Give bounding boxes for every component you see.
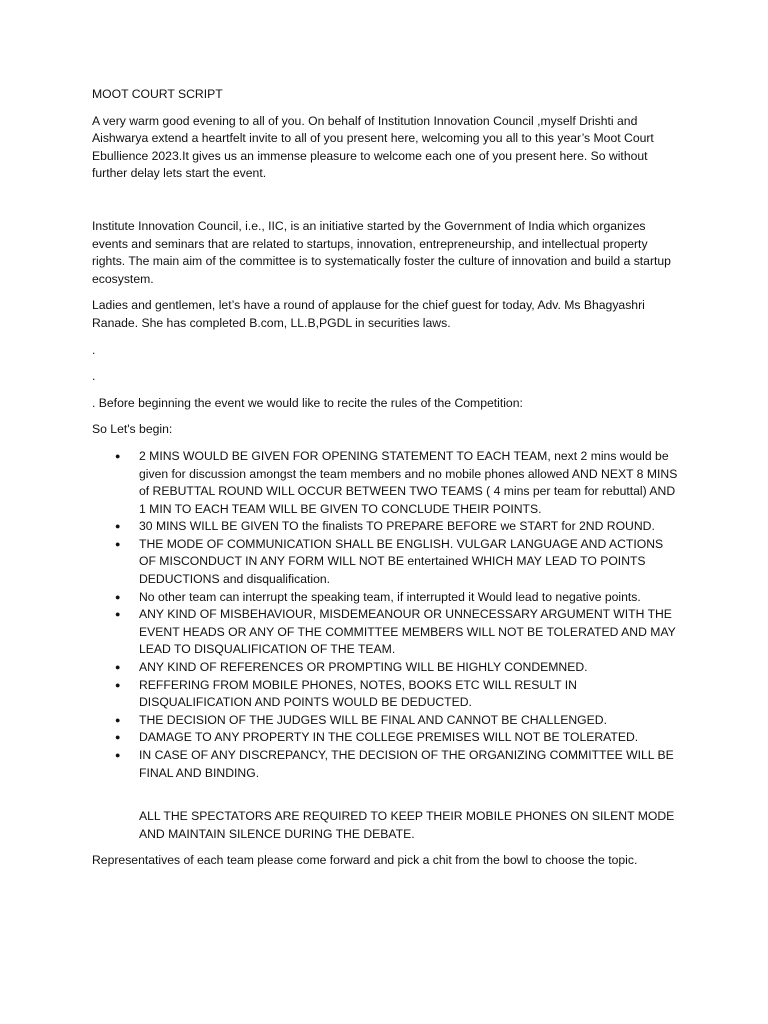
bullet-icon: ● (115, 450, 121, 461)
intro-paragraph: A very warm good evening to all of you. On behalf of Institution Innovation Council ,myself Drishti and Aishwarya extend a heartfelt invite to all of you present here, welcoming you all to this year’s Moot Court Ebullience 2023.It gives us an immense pleasure to welcome each one of you present here. So without further delay lets start the event. (92, 113, 654, 181)
list-item (115, 536, 682, 589)
bullet-icon: ● (115, 662, 121, 673)
rule-text: THE DECISION OF THE JUDGES WILL BE FINAL AND CANNOT BE CHALLENGED. (139, 712, 607, 727)
document-title: MOOT COURT SCRIPT (92, 87, 223, 101)
list-item (115, 729, 682, 747)
rule-text: 2 MINS WOULD BE GIVEN FOR OPENING STATEMENT TO EACH TEAM, next 2 mins would be given for discussion amongst the team members and no mobile phones allowed AND NEXT 8 MINS of REBUTTAL ROUND WILL OCCUR BETWEEN TWO TEAMS ( 4 mins per team for rebuttal) AND 1 MIN TO EACH TEAM WILL BE GIVEN TO CONCLUDE THEIR POINTS. (139, 448, 678, 516)
dot-line-1: . (92, 342, 96, 357)
chief-guest-paragraph: Ladies and gentlemen, let’s have a round of applause for the chief guest for today, Adv. Ms Bhagyashri Ranade. She has completed B.com, LL.B,PGDL in securities laws. (92, 298, 645, 330)
list-item (115, 659, 682, 677)
bullet-icon: ● (115, 591, 121, 602)
rule-text: DAMAGE TO ANY PROPERTY IN THE COLLEGE PREMISES WILL NOT BE TOLERATED. (139, 730, 639, 745)
iic-paragraph: Institute Innovation Council, i.e., IIC, is an initiative started by the Government of India which organizes events and seminars that are related to startups, innovation, entrepreneurship, and intellectual property rights. The main aim of the committee is to systematically foster the culture of innovation and build a startup ecosystem. (92, 218, 671, 286)
list-item (115, 747, 682, 782)
bullet-icon: ● (115, 538, 121, 549)
bullet-icon: ● (115, 750, 121, 760)
rule-text: ANY KIND OF REFERENCES OR PROMPTING WILL BE HIGHLY CONDEMNED. (139, 660, 588, 675)
list-item (115, 448, 682, 518)
rule-text: No other team can interrupt the speaking team, if interrupted it Would lead to negative points. (139, 589, 641, 604)
begin-paragraph: So Let's begin: (92, 422, 173, 437)
rule-text: THE MODE OF COMMUNICATION SHALL BE ENGLISH. VULGAR LANGUAGE AND ACTIONS OF MISCONDUCT IN ANY FORM WILL NOT BE entertained WHICH MAY LEAD TO POINTS DEDUCTIONS and disqualification. (139, 536, 664, 587)
rules-list (92, 448, 682, 782)
bullet-icon: ● (115, 679, 121, 690)
list-item (115, 712, 682, 730)
rule-text: REFFERING FROM MOBILE PHONES, NOTES, BOOKS ETC WILL RESULT IN DISQUALIFICATION AND POINTS WOULD BE DEDUCTED. (139, 677, 577, 710)
document-page (92, 86, 682, 879)
rule-text: ANY KIND OF MISBEHAVIOUR, MISDEMEANOUR OR UNNECESSARY ARGUMENT WITH THE EVENT HEADS OR ANY OF THE COMMITTEE MEMBERS WILL NOT BE TOLERATED AND MAY LEAD TO DISQUALIFICATION OF THE TEAM. (139, 607, 676, 657)
list-item (115, 677, 682, 712)
representatives-paragraph: Representatives of each team please come forward and pick a chit from the bowl to choose the topic. (92, 853, 638, 868)
rule-text: IN CASE OF ANY DISCREPANCY, THE DECISION OF THE ORGANIZING COMMITTEE WILL BE FINAL AND BINDING. (139, 748, 674, 780)
list-item (115, 589, 682, 607)
bullet-icon: ● (115, 732, 121, 743)
paragraph-spacer (92, 192, 682, 218)
list-item (115, 606, 682, 659)
rule-text: 30 MINS WILL BE GIVEN TO the finalists TO PREPARE BEFORE we START for 2ND ROUND. (139, 519, 655, 534)
spectators-paragraph: ALL THE SPECTATORS ARE REQUIRED TO KEEP THEIR MOBILE PHONES ON SILENT MODE AND MAINTAIN SILENCE DURING THE DEBATE. (139, 809, 675, 841)
rules-intro-paragraph: . Before beginning the event we would like to recite the rules of the Competition: (92, 395, 523, 410)
dot-line-2: . (92, 369, 96, 384)
bullet-icon: ● (115, 714, 121, 725)
bullet-icon: ● (115, 609, 121, 620)
bullet-icon: ● (115, 521, 121, 532)
list-item (115, 518, 682, 536)
